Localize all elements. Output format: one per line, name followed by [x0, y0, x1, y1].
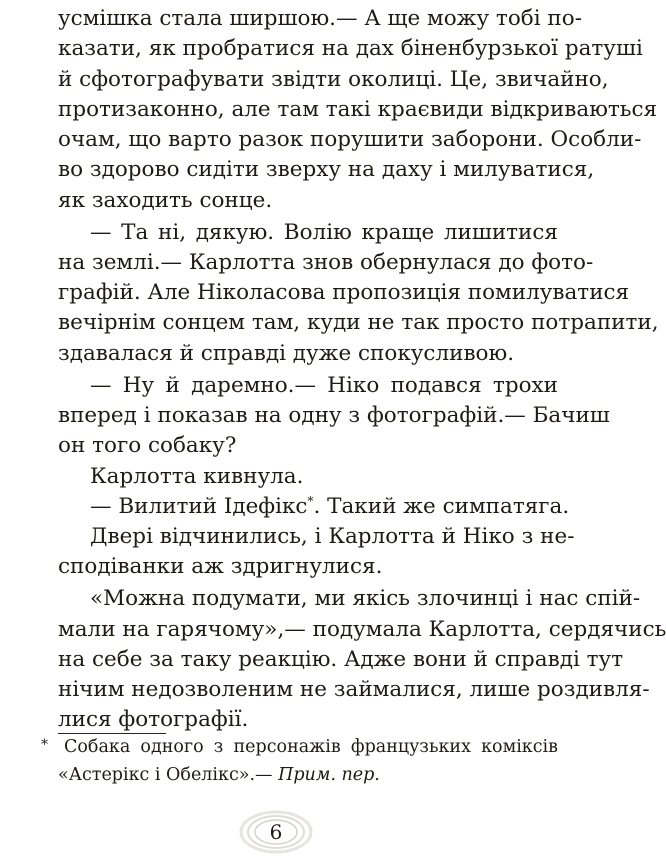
- footnote-translator-note: Прим. пер.: [278, 765, 380, 785]
- footnote-text: «Астерікс і Обелікс».—: [58, 765, 279, 785]
- text-line: протизаконно, але там такі краєвиди відкриваються: [58, 97, 658, 122]
- text-line: казати, як пробратися на дах біненбурзької ратуші: [58, 36, 643, 61]
- text-line: — Та ні, дякую. Волію краще лишитися: [90, 220, 558, 245]
- text-line: й сфотографувати звідти околиці. Це, звичайно,: [58, 67, 609, 92]
- text-line: «Можна подумати, ми якісь злочинці і нас спій-: [90, 586, 641, 611]
- footnote-line: [58, 761, 558, 789]
- footnote-reference: *: [307, 494, 314, 508]
- text-line: лися фотографії.: [58, 707, 249, 732]
- text-fragment: — Вилитий Ідефікс: [90, 494, 308, 519]
- text-line: очам, що варто разок порушити заборони. Особли-: [58, 127, 642, 152]
- page-number-badge: [238, 810, 314, 854]
- text-line: Карлотта кивнула.: [90, 464, 304, 489]
- text-line: сподіванки аж здригнулися.: [58, 554, 383, 579]
- text-line: вперед і показав на одну з фотографій.— Бачиш: [58, 403, 610, 428]
- text-line: во здорово сидіти зверху на даху і милуватися,: [58, 157, 595, 182]
- text-line: нічим недозволеним не займалися, лише роздивля-: [58, 677, 650, 702]
- text-line: на землі.— Карлотта знов обернулася до фото-: [58, 250, 594, 275]
- footnote-line: Собака одного з персонажів французьких коміксів: [64, 737, 558, 757]
- text-line: — Ну й даремно.— Ніко подався трохи: [90, 373, 558, 398]
- page-number: 6: [269, 820, 283, 844]
- text-line: Двері відчинились, і Карлотта й Ніко з не-: [90, 524, 575, 549]
- text-line: мали на гарячому»,— подумала Карлотта, сердячись: [58, 617, 666, 642]
- text-line: графій. Але Ніколасова пропозиція помилуватися: [58, 280, 630, 305]
- text-fragment: . Такий же симпатяга.: [313, 494, 570, 519]
- footnote-mark: *: [41, 737, 48, 753]
- text-line: як заходить сонце.: [58, 188, 273, 213]
- text-line: вечірнім сонцем там, куди не так просто потрапити,: [58, 310, 659, 335]
- text-line: здавалася й справді дуже спокусливою.: [58, 341, 515, 366]
- text-line: [90, 492, 570, 522]
- text-line: на себе за таку реакцію. Адже вони й справді тут: [58, 647, 624, 672]
- text-line: он того собаку?: [58, 433, 237, 458]
- text-line: усмішка стала ширшою.— А ще можу тобі по-: [58, 6, 582, 31]
